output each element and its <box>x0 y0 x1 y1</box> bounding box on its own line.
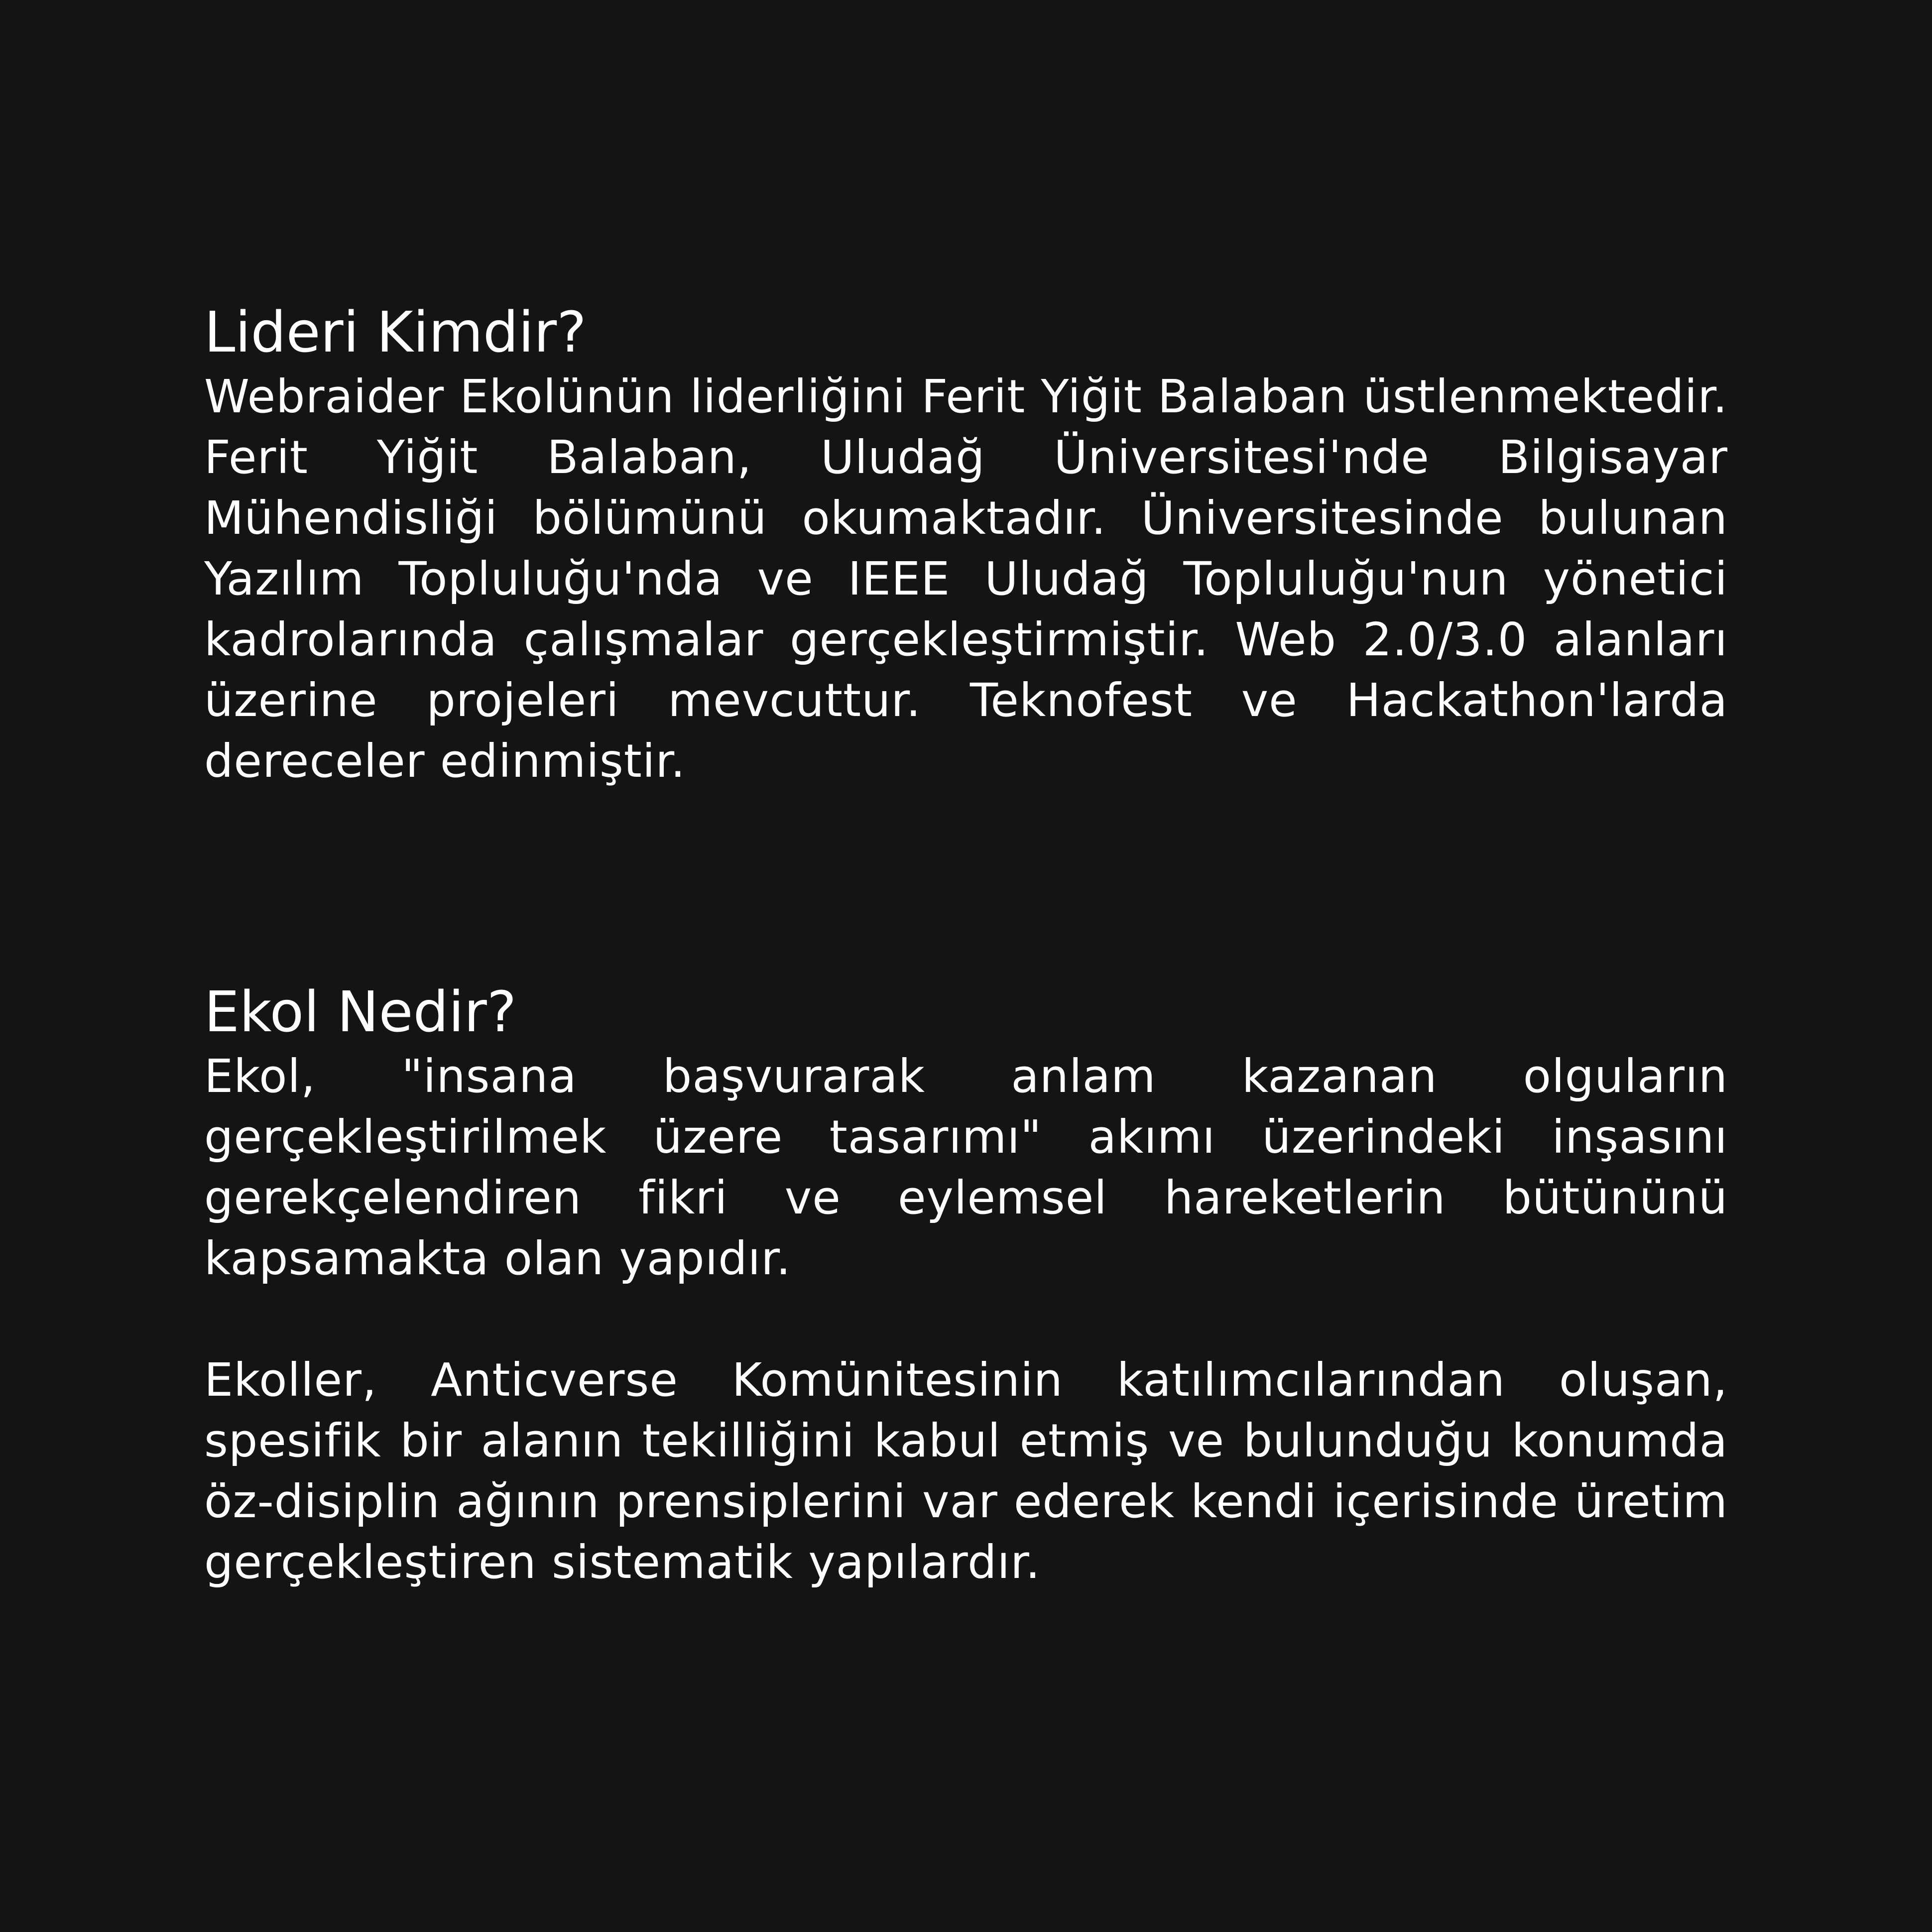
section-title-ekol: Ekol Nedir? <box>204 980 517 1045</box>
paragraph-leader-bio: Webraider Ekolünün liderliğini Ferit Yiğit Balaban üstlenmektedir. Ferit Yiğit Balaban, Uludağ Üniversitesi'nde Bilgisayar Mühendisliği bölümünü okumaktadır. Üniversitesinde bulunan Yazılım Topluluğu'nda ve IEEE Uludağ Topluluğu'nun yönetici kadrolarında çalışmalar gerçekleştirmiştir. Web 2.0/3.0 alanları üzerine projeleri mevcuttur. Teknofest ve Hackathon'larda dereceler edinmiştir. <box>204 370 1728 788</box>
paragraph-ekoller-definition: Ekoller, Anticverse Komünitesinin katılımcılarından oluşan, spesifik bir alanın tekilliğini kabul etmiş ve bulunduğu konumda öz-disiplin ağının prensiplerini var ederek kendi içerisinde üretim gerçekleştiren sistematik yapılardır. <box>204 1353 1728 1589</box>
section-title-leader: Lideri Kimdir? <box>204 300 587 365</box>
section-leader <box>204 299 1728 792</box>
section-ekol <box>204 978 1728 1593</box>
paragraph-ekol-definition: Ekol, "insana başvurarak anlam kazanan olguların gerçekleştirilmek üzere tasarımı" akımı üzerindeki inşasını gerekçelendiren fikri ve eylemsel hareketlerin bütününü kapsamakta olan yapıdır. <box>204 1050 1728 1285</box>
